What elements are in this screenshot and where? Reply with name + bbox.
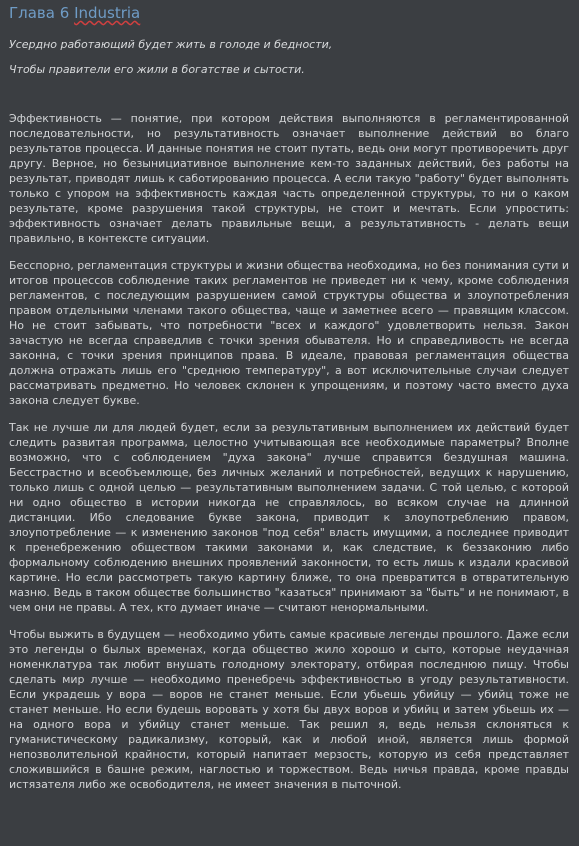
paragraph: Бесспорно, регламентация структуры и жизни общества необходима, но без понимания сути и итогов процессов соблюдение таких регламентов не приведет ни к чему, кроме соблюдения регламентов, с последующим разрушением самой структуры общества и злоупотребления правом отдельными членами такого общества, чаще и заметнее всего — правящим классом. Но не стоит забывать, что потребности "всех и каждого" удовлетворить нельзя. Закон зачастую не всегда справедлив с точки зрения обывателя. Но и справедливость не всегда законна, с точки зрения принципов права. В идеале, правовая регламентация общества должна отражать лишь его "среднюю температуру", а вот исключительные случаи следует рассматривать предметно. Но человек склонен к упрощениям, и поэтому часто вместо духа закона следует букве. <box>9 259 569 407</box>
epigraph-line: Усердно работающий будет жить в голоде и бедности, <box>9 38 333 51</box>
paragraph: Эффективность — понятие, при котором действия выполняются в регламентированной последовательности, но результативность означает выполнение действий во благо результатов процесса. И данные понятия не стоит путать, ведь они могут противоречить друг другу. Верное, но безынициативное выполнение кем-то заданных действий, без работы на результат, приводят лишь к саботированию процесса. А если такую "работу" будет выполнять только с упором на эффективность каждая часть определенной структуры, то ни о каком результате, кроме разрушения такой структуры, не стоит и мечтать. Если упростить: эффективность означает делать правильные вещи, а результативность - делать вещи правильно, в контексте ситуации. <box>9 112 569 245</box>
epigraph-line: Чтобы правители его жили в богатстве и сытости. <box>9 63 305 76</box>
chapter-word: Industria <box>74 4 141 22</box>
epigraph <box>9 37 569 77</box>
chapter-prefix: Глава 6 <box>9 4 70 22</box>
paragraph: Так не лучше ли для людей будет, если за результативным выполнением их действий будет следить развитая программа, целостно учитывающая все необходимые параметры? Вполне возможно, что с соблюдением "духа закона" лучше справится бездушная машина. Бесстрастно и всеобъемлюще, без личных желаний и потребностей, ведущих к нарушению, только лишь с одной целью — результативным выполнением задачи. С той целью, с которой ни одно общество в истории никогда не справлялось, во всяком случае на длинной дистанции. Ибо следование букве закона, приводит к злоупотреблению правом, злоупотребление — к изменению законов "под себя" власть имущими, а последнее приводит к пренебрежению обществом такими законами и, как следствие, к беззаконию либо формальному соблюдению внешних проявлений законности, то есть лишь к издали красивой картине. Но если рассмотреть такую картину ближе, то она превратится в отвратительную мазню. Ведь в таком обществе большинство "казаться" принимают за "быть" и не понимают, в чем они не правы. А тех, кто думает иначе — считают ненормальными. <box>9 421 569 614</box>
body-text <box>9 111 569 792</box>
chapter-title <box>9 4 569 22</box>
paragraph: Чтобы выжить в будущем — необходимо убить самые красивые легенды прошлого. Даже если это легенды о былых временах, когда общество жило хорошо и сыто, которые неудачная номенклатура так любит внушать голодному электорату, отбирая последнюю пищу. Чтобы сделать мир лучше — необходимо пренебречь эффективностью в угоду результативности. Если украдешь у вора — воров не станет меньше. Если убьешь убийцу — убийц тоже не станет меньше. Но если будешь воровать у хотя бы двух воров и убийц и затем убьешь их — на одного вора и убийцу станет меньше. Так решил я, ведь нельзя склоняться к гуманистическому радикализму, который, как и любой иной, является лишь формой непозволительной крайности, который напитает мерзость, которую из себя представляет сложившийся в башне режим, наглостью и торжеством. Ведь ничья правда, кроме правды истязателя либо же освободителя, не имеет значения в пыточной. <box>9 628 569 791</box>
